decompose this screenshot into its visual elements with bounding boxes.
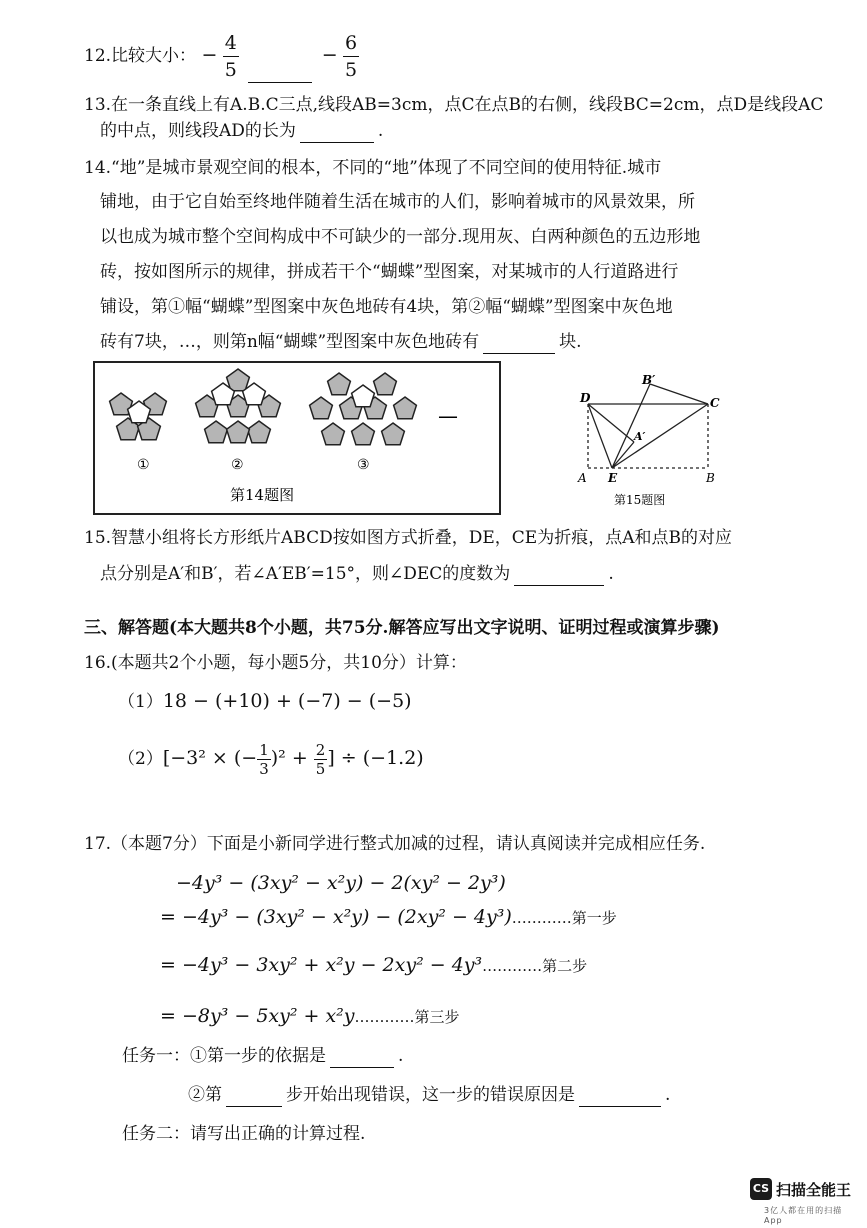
pattern-label-1: ① — [137, 457, 150, 473]
question-16-part-2: （2）[−3² × (− $\frac{1}{3}$ )² + $\frac{2}{5}$ ] ÷ (−1.2) — [118, 741, 424, 778]
fraction-neg-6-5: $\frac{6}{5}$ — [345, 32, 358, 81]
expression-step-3: = −8y³ − 5xy² + x²y…………第三步 — [160, 1005, 460, 1027]
watermark-tagline: 3亿人都在用的扫描App — [764, 1206, 843, 1225]
expression-step-2: = −4y³ − 3xy² + x²y − 2xy² − 4y³…………第二步 — [160, 954, 588, 976]
figure-14-butterfly-patterns — [93, 361, 501, 515]
question-15-line-2: 点分别是A′和B′，若∠A′EB′=15°，则∠DEC的度数为 . — [100, 564, 614, 584]
question-13-line-2: 的中点，则线段AD的长为 . — [100, 121, 384, 141]
figure-15-folded-rectangle — [570, 372, 730, 510]
task-1-part-a: 任务一：①第一步的依据是 . — [122, 1046, 404, 1066]
fold-diagram-svg — [570, 372, 730, 510]
answer-blank[interactable] — [579, 1088, 661, 1107]
answer-blank[interactable] — [330, 1049, 394, 1068]
answer-blank[interactable] — [483, 335, 555, 354]
point-label-D: D — [580, 391, 591, 405]
expression-original: −4y³ − (3xy² − x²y) − 2(xy² − 2y³) — [176, 872, 506, 894]
section-3-heading: 三、解答题(本大题共8个小题，共75分.解答应写出文字说明、证明过程或演算步骤) — [84, 618, 720, 638]
question-14-line-5: 铺设，第①幅“蝴蝶”型图案中灰色地砖有4块，第②幅“蝴蝶”型图案中灰色地 — [100, 297, 673, 317]
question-16-intro: 16.(本题共2个小题，每小题5分，共10分）计算： — [84, 653, 467, 673]
question-15-line-1: 15.智慧小组将长方形纸片ABCD按如图方式折叠，DE，CE为折痕，点A和点B的对应 — [84, 528, 732, 548]
cs-logo-icon: CS — [750, 1178, 772, 1200]
point-label-C: C — [710, 396, 720, 410]
figure-14-caption: 第14题图 — [230, 486, 295, 504]
question-16-part-1: （1）18 − (+10) + (−7) − (−5) — [118, 690, 412, 712]
scanner-watermark — [750, 1178, 860, 1225]
point-label-B-prime: B′ — [642, 373, 656, 387]
question-14-line-4: 砖，按如图所示的规律，拼成若干个“蝴蝶”型图案，对某城市的人行道路进行 — [100, 262, 679, 282]
butterfly-pattern-1 — [110, 393, 167, 440]
question-14-line-3: 以也成为城市整个空间构成中不可缺少的一部分.现用灰、白两种颜色的五边形地 — [100, 227, 701, 247]
answer-blank[interactable] — [248, 64, 312, 83]
fraction-neg-4-5: $\frac{4}{5}$ — [224, 32, 237, 81]
figure-15-caption: 第15题图 — [614, 493, 666, 507]
pattern-label-2: ② — [231, 457, 244, 473]
watermark-app-name: 扫描全能王 — [776, 1181, 852, 1199]
point-label-A: A — [578, 471, 587, 485]
point-label-B: B — [706, 471, 715, 485]
question-12: 12.比较大小： − $\frac{4}{5}$ − $\frac{6}{5}$ — [84, 32, 358, 81]
butterfly-pattern-2 — [196, 369, 281, 443]
task-1-part-b: ②第 步开始出现错误，这一步的错误原因是 . — [188, 1085, 671, 1105]
question-14-line-6: 砖有7块，…，则第n幅“蝴蝶”型图案中灰色地砖有 块. — [100, 332, 582, 352]
question-14-line-1: 14.“地”是城市景观空间的根本，不同的“地”体现了不同空间的使用特征.城市 — [84, 158, 662, 178]
expression-step-1: = −4y³ − (3xy² − x²y) − (2xy² − 4y³)…………第一步 — [160, 906, 617, 928]
question-17-intro: 17.（本题7分）下面是小新同学进行整式加减的过程，请认真阅读并完成相应任务. — [84, 834, 706, 854]
butterfly-pattern-3 — [310, 373, 417, 445]
answer-blank[interactable] — [514, 567, 604, 586]
point-label-A-prime: A′ — [634, 430, 646, 443]
point-label-E: E — [608, 471, 618, 485]
fraction-2-5: $\frac{2}{5}$ — [315, 741, 326, 778]
pattern-continuation-dash: — — [438, 404, 458, 428]
butterfly-pattern-svg — [95, 363, 499, 513]
question-13-line-1: 13.在一条直线上有A.B.C三点,线段AB=3cm，点C在点B的右侧，线段BC=2cm，点D是线段AC — [84, 95, 824, 115]
task-2: 任务二：请写出正确的计算过程. — [122, 1124, 366, 1144]
answer-blank[interactable] — [300, 124, 374, 143]
pattern-label-3: ③ — [357, 457, 370, 473]
fraction-1-3: $\frac{1}{3}$ — [259, 741, 269, 778]
question-14-line-2: 铺地，由于它自始至终地伴随着生活在城市的人们，影响着城市的风景效果，所 — [100, 192, 695, 212]
answer-blank[interactable] — [226, 1088, 282, 1107]
